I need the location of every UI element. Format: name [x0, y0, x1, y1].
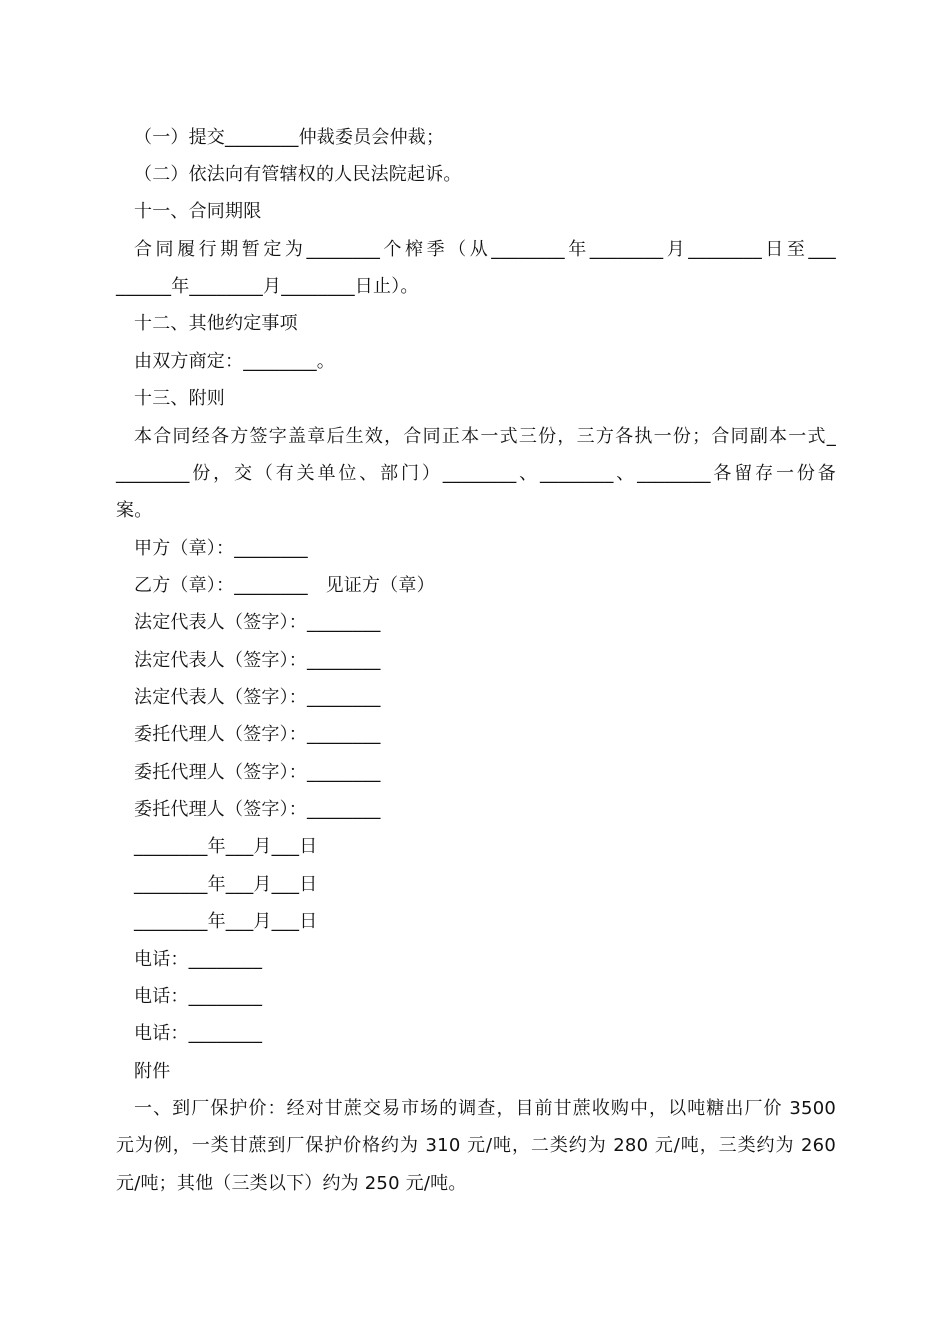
date-field: ________年___月___日 — [134, 874, 318, 895]
appendix-heading: 附件 — [134, 1061, 171, 1082]
section-heading-other-matters: 十二、其他约定事项 — [134, 313, 298, 334]
clause-arbitration-option-2: （二）依法向有管辖权的人民法院起诉。 — [134, 164, 462, 185]
phone-field: 电话：________ — [134, 986, 263, 1007]
authorized-agent-signature-field: 委托代理人（签字）：________ — [134, 724, 381, 745]
appendix-text-line-3: 元/吨；其他（三类以下）约为 250 元/吨。 — [116, 1173, 467, 1194]
clause-arbitration-option-1: （一）提交________仲裁委员会仲裁； — [134, 127, 445, 148]
supplementary-text-line-3: 案。 — [116, 500, 153, 521]
legal-representative-signature-field: 法定代表人（签字）：________ — [134, 687, 381, 708]
phone-field: 电话：________ — [134, 949, 263, 970]
legal-representative-signature-field: 法定代表人（签字）：________ — [134, 612, 381, 633]
section-heading-contract-term: 十一、合同期限 — [134, 201, 262, 222]
date-field: ________年___月___日 — [134, 836, 318, 857]
party-a-seal-field: 甲方（章）：________ — [134, 538, 308, 559]
authorized-agent-signature-field: 委托代理人（签字）：________ — [134, 762, 381, 783]
section-heading-supplementary: 十三、附则 — [134, 388, 225, 409]
contract-term-text-line-2: ______年________月________日止）。 — [116, 276, 419, 297]
appendix-text-line-1: 一、到厂保护价：经对甘蔗交易市场的调查，目前甘蔗收购中，以吨糖出厂价 3500 — [134, 1098, 836, 1119]
party-b-seal-field: 乙方（章）：________ 见证方（章） — [134, 575, 435, 596]
legal-representative-signature-field: 法定代表人（签字）：________ — [134, 650, 381, 671]
date-field: ________年___月___日 — [134, 911, 318, 932]
other-matters-text: 由双方商定：________。 — [134, 351, 335, 372]
contract-term-text-line-1: 合同履行期暂定为________个榨季（从________年________月________日至___ — [134, 239, 836, 260]
appendix-text-line-2: 元为例，一类甘蔗到厂保护价格约为 310 元/吨，二类约为 280 元/吨，三类约为 260 — [116, 1135, 836, 1156]
authorized-agent-signature-field: 委托代理人（签字）：________ — [134, 799, 381, 820]
supplementary-text-line-1: 本合同经各方签字盖章后生效，合同正本一式三份，三方各执一份；合同副本一式_ — [134, 426, 836, 447]
phone-field: 电话：________ — [134, 1023, 263, 1044]
supplementary-text-line-2: ________份，交（有关单位、部门）________、________、________各留存一份备 — [116, 463, 836, 484]
